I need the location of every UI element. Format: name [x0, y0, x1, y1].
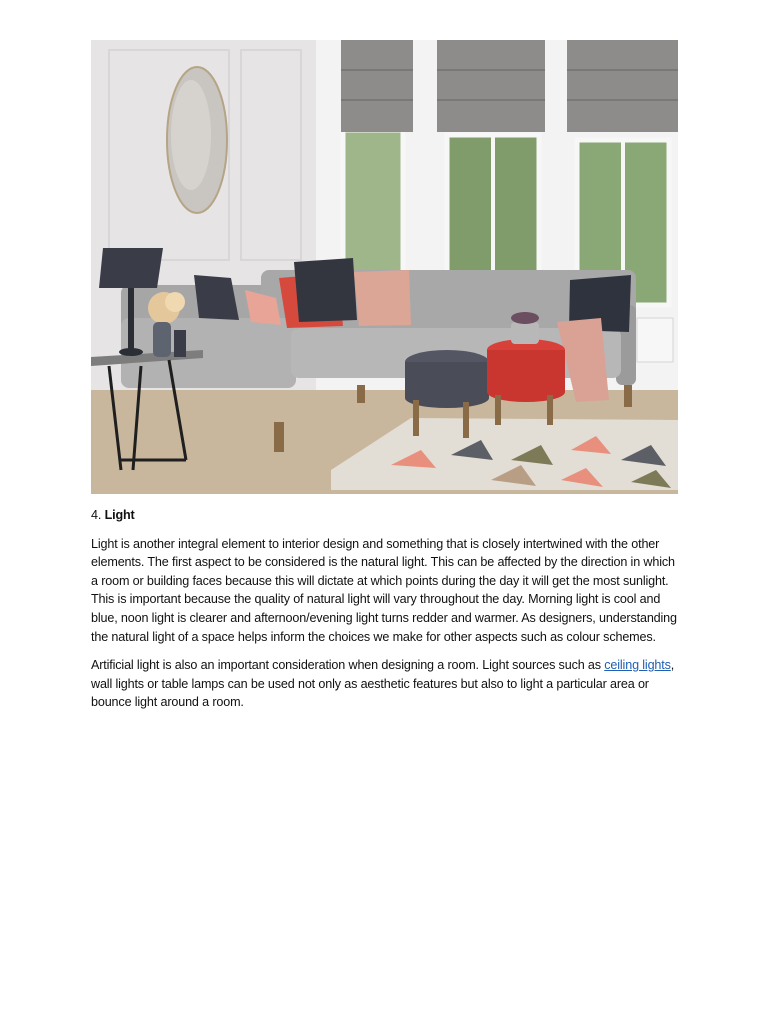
paragraph-text-before-link: Artificial light is also an important consideration when designing a room. Light sources such as: [91, 658, 605, 673]
article-body: [91, 506, 679, 722]
ceiling-lights-link[interactable]: ceiling lights: [604, 658, 671, 673]
section-number: 4.: [91, 508, 102, 522]
room-photo: [91, 40, 678, 494]
section-title: Light: [104, 508, 135, 522]
paragraph-text-after-link: , wall lights or table lamps can be used not only as aesthetic features but also to light a particular area or bounce light around a room.: [91, 658, 675, 710]
section-heading: [91, 506, 679, 525]
room-illustration: [91, 40, 678, 494]
paragraph-natural-light: Light is another integral element to interior design and something that is closely intertwined with the other elements. The first aspect to be considered is the natural light. This can be affected by the direction in which a room or building faces because this will dictate at which points during the day it will get the most sunlight. This is important because the quality of natural light will vary throughout the day. Morning light is cool and blue, noon light is clearer and afternoon/evening light turns redder and warmer. As designers, understanding the natural light of a space helps inform the choices we make for other aspects such as colour schemes.: [91, 536, 677, 644]
paragraph-artificial-light: [91, 656, 679, 712]
